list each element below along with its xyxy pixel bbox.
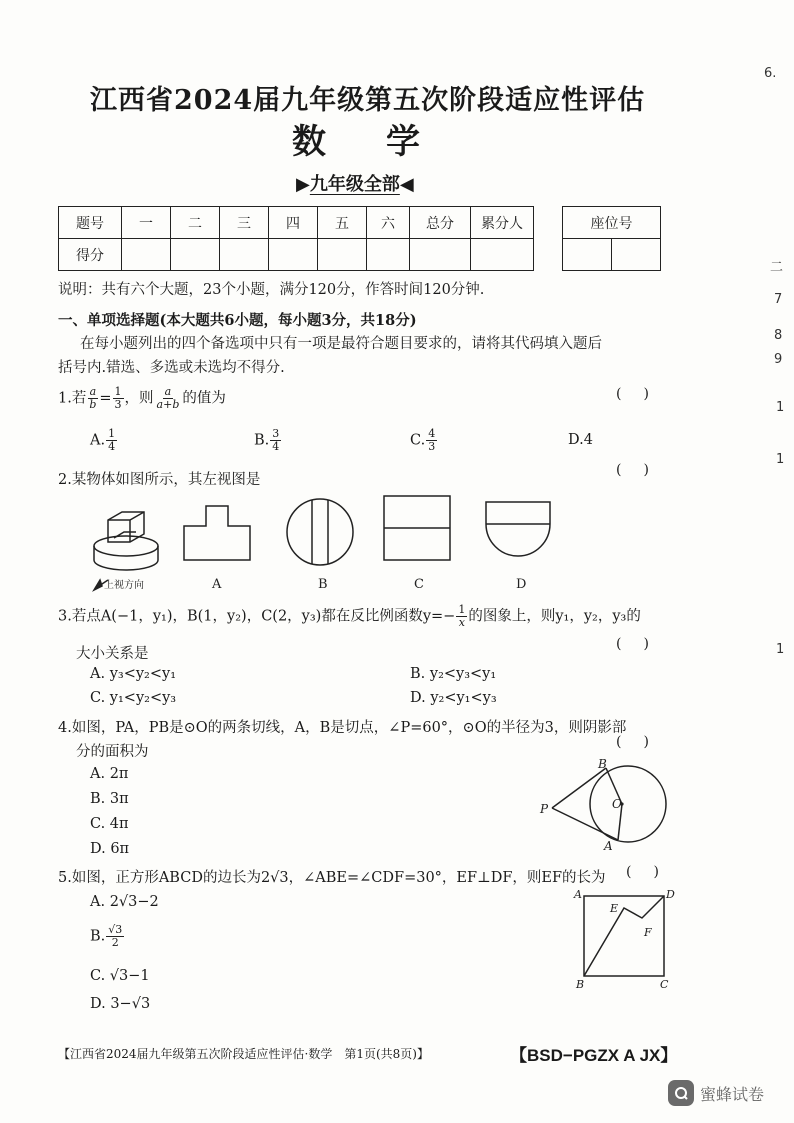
label-e: E (610, 902, 619, 915)
q1-suffix: 的值为 (182, 390, 226, 407)
option-d[interactable]: D. 6π (90, 841, 130, 857)
label-f: F (644, 926, 652, 939)
score-header-cell: 总分 (410, 207, 471, 239)
score-header-cell: 五 (318, 207, 367, 239)
subject-title: 数学 (292, 122, 480, 162)
q1-prefix: 1.若 (58, 390, 87, 407)
path-b-e-f-d (584, 896, 664, 976)
triangle-left-icon: ◀ (399, 174, 414, 195)
option-a[interactable] (90, 428, 118, 453)
equals: = (99, 390, 112, 407)
answer-bracket[interactable]: () (626, 864, 681, 880)
score-cell[interactable] (471, 239, 534, 271)
figure-label: A (212, 577, 222, 592)
numerator: 1 (114, 385, 122, 398)
bee-logo-icon (668, 1080, 694, 1106)
scope-label: 九年级全部 (309, 174, 400, 195)
score-header-cell: 三 (220, 207, 269, 239)
fraction (87, 386, 98, 411)
option-d[interactable]: D. y₂<y₁<y₃ (410, 690, 497, 706)
question-1 (58, 386, 226, 411)
numerator: 4 (428, 427, 436, 440)
fraction (106, 428, 117, 453)
numerator: √3 (108, 923, 123, 936)
fraction (426, 428, 437, 453)
label-a: A (574, 888, 582, 901)
q3-text: 的图象上，则y₁，y₂，y₃的 (468, 608, 641, 625)
label-b: B (576, 978, 585, 991)
edge-mark: 1 (776, 400, 785, 415)
question-4-cont: 分的面积为 (76, 744, 149, 760)
question-3 (58, 604, 641, 629)
score-header-cell: 四 (269, 207, 318, 239)
answer-bracket[interactable]: () (616, 636, 671, 652)
denominator: 3 (428, 440, 436, 453)
figure-a-t-shape (184, 506, 250, 560)
denominator: a+b (156, 398, 180, 411)
section-desc: 括号内.错选、多选或未选均不得分. (58, 360, 285, 376)
score-cell[interactable] (318, 239, 367, 271)
option-a[interactable]: A. 2√3−2 (90, 894, 159, 910)
option-label: C. (410, 432, 426, 449)
q5-figure (570, 884, 680, 992)
numerator: a (164, 385, 172, 398)
option-c[interactable]: C. 4π (90, 816, 129, 832)
seat-table (562, 206, 661, 271)
option-c[interactable] (410, 428, 438, 453)
figure-label: D (516, 577, 527, 592)
tangent-pa (552, 808, 618, 840)
figure-label: C (414, 577, 424, 592)
circle-o (590, 766, 666, 842)
solid-object-figure (94, 512, 158, 590)
label-a: A (604, 839, 613, 852)
denominator: b (89, 398, 97, 411)
score-cell[interactable] (171, 239, 220, 271)
edge-mark: 7 (774, 292, 783, 307)
edge-mark: 1 (776, 642, 785, 657)
denominator: 4 (272, 440, 280, 453)
option-b[interactable] (254, 428, 282, 453)
option-b[interactable] (90, 924, 125, 949)
tangent-pb (552, 768, 606, 808)
edge-mark: 8 (774, 328, 783, 343)
score-header-cell: 题号 (59, 207, 122, 239)
score-header-cell: 二 (171, 207, 220, 239)
edge-mark: 1 (776, 452, 785, 467)
figure-b-circle (287, 499, 353, 565)
question-3-cont: 大小关系是 (76, 646, 149, 662)
section-heading: 一、单项选择题(本大题共6小题，每小题3分，共18分) (58, 312, 417, 329)
option-d[interactable]: D.4 (568, 432, 593, 448)
option-label: A. (90, 432, 106, 449)
question-4: 4.如图，PA，PB是⊙O的两条切线，A，B是切点，∠P=60°，⊙O的半径为3，则阴影部 (58, 720, 627, 736)
fraction (155, 386, 182, 411)
edge-mark: 9 (774, 352, 783, 367)
q2-figures (86, 494, 556, 594)
score-cell[interactable] (122, 239, 171, 271)
option-c[interactable]: C. y₁<y₂<y₃ (90, 690, 177, 706)
score-table (58, 206, 534, 271)
score-cell[interactable] (220, 239, 269, 271)
option-label: B. (254, 432, 270, 449)
denominator: 3 (114, 398, 122, 411)
edge-mark: 6. (764, 66, 777, 81)
instructions: 说明：共有六个大题，23个小题，满分120分，作答时间120分钟. (58, 282, 485, 298)
denominator: x (458, 616, 465, 629)
denominator: 4 (108, 440, 116, 453)
score-header-cell: 一 (122, 207, 171, 239)
option-d[interactable]: D. 3−√3 (90, 996, 151, 1012)
seat-cell[interactable] (612, 239, 661, 271)
page-footer: 【江西省2024届九年级第五次阶段适应性评估·数学 第1页(共8页)】 (58, 1047, 429, 1061)
score-header-cell: 累分人 (471, 207, 534, 239)
numerator: 1 (108, 427, 116, 440)
seat-label: 座位号 (563, 207, 661, 239)
numerator: 1 (458, 603, 466, 616)
denominator: 2 (111, 936, 119, 949)
fraction (456, 604, 467, 629)
section-desc: 在每小题列出的四个备选项中只有一项是最符合题目要求的，请将其代码填入题后 (80, 336, 602, 352)
view-direction-label: 上视方向 (104, 580, 144, 591)
fraction (270, 428, 281, 453)
q1-mid: ，则 (124, 390, 154, 407)
option-b[interactable]: B. 3π (90, 791, 129, 807)
seat-cell[interactable] (563, 239, 612, 271)
label-p: P (540, 802, 549, 816)
answer-bracket[interactable]: () (616, 462, 671, 478)
label-o: O (612, 797, 622, 811)
answer-bracket[interactable]: () (616, 386, 671, 402)
figure-d-bowl (486, 502, 550, 556)
score-cell[interactable] (367, 239, 410, 271)
q3-text: 3.若点A(−1，y₁)，B(1，y₂)，C(2，y₃)都在反比例函数y=− (58, 608, 456, 625)
numerator: 3 (272, 427, 280, 440)
label-b: B (598, 757, 607, 771)
watermark (668, 1080, 764, 1106)
label-c: C (660, 978, 669, 991)
figure-label: B (318, 577, 328, 592)
exam-code: 【BSD−PGZX A JX】 (510, 1046, 678, 1065)
fraction (106, 924, 124, 949)
option-a[interactable]: A. 2π (90, 766, 129, 782)
option-a[interactable]: A. y₃<y₂<y₁ (90, 666, 177, 682)
question-2: 2.某物体如图所示，其左视图是 (58, 472, 261, 488)
figure-c-rectangle (384, 496, 450, 560)
numerator: a (89, 385, 97, 398)
label-d: D (666, 888, 675, 901)
option-c[interactable]: C. √3−1 (90, 968, 150, 984)
edge-mark: 二 (770, 260, 784, 275)
score-cell[interactable] (269, 239, 318, 271)
fraction (113, 386, 124, 411)
score-cell[interactable] (410, 239, 471, 271)
q4-figure (536, 756, 676, 852)
option-label: B. (90, 928, 106, 945)
triangle-right-icon: ▶ (296, 174, 310, 195)
score-header-cell: 六 (367, 207, 410, 239)
watermark-text: 蜜蜂试卷 (700, 1084, 765, 1104)
exam-scope (296, 170, 414, 196)
answer-bracket[interactable]: () (616, 734, 671, 750)
option-b[interactable]: B. y₂<y₃<y₁ (410, 666, 497, 682)
exam-title: 江西省2024届九年级第五次阶段适应性评估 (90, 85, 646, 116)
score-row-label: 得分 (59, 239, 122, 271)
question-5: 5.如图，正方形ABCD的边长为2√3，∠ABE=∠CDF=30°，EF⊥DF，则EF的长为 (58, 870, 606, 886)
